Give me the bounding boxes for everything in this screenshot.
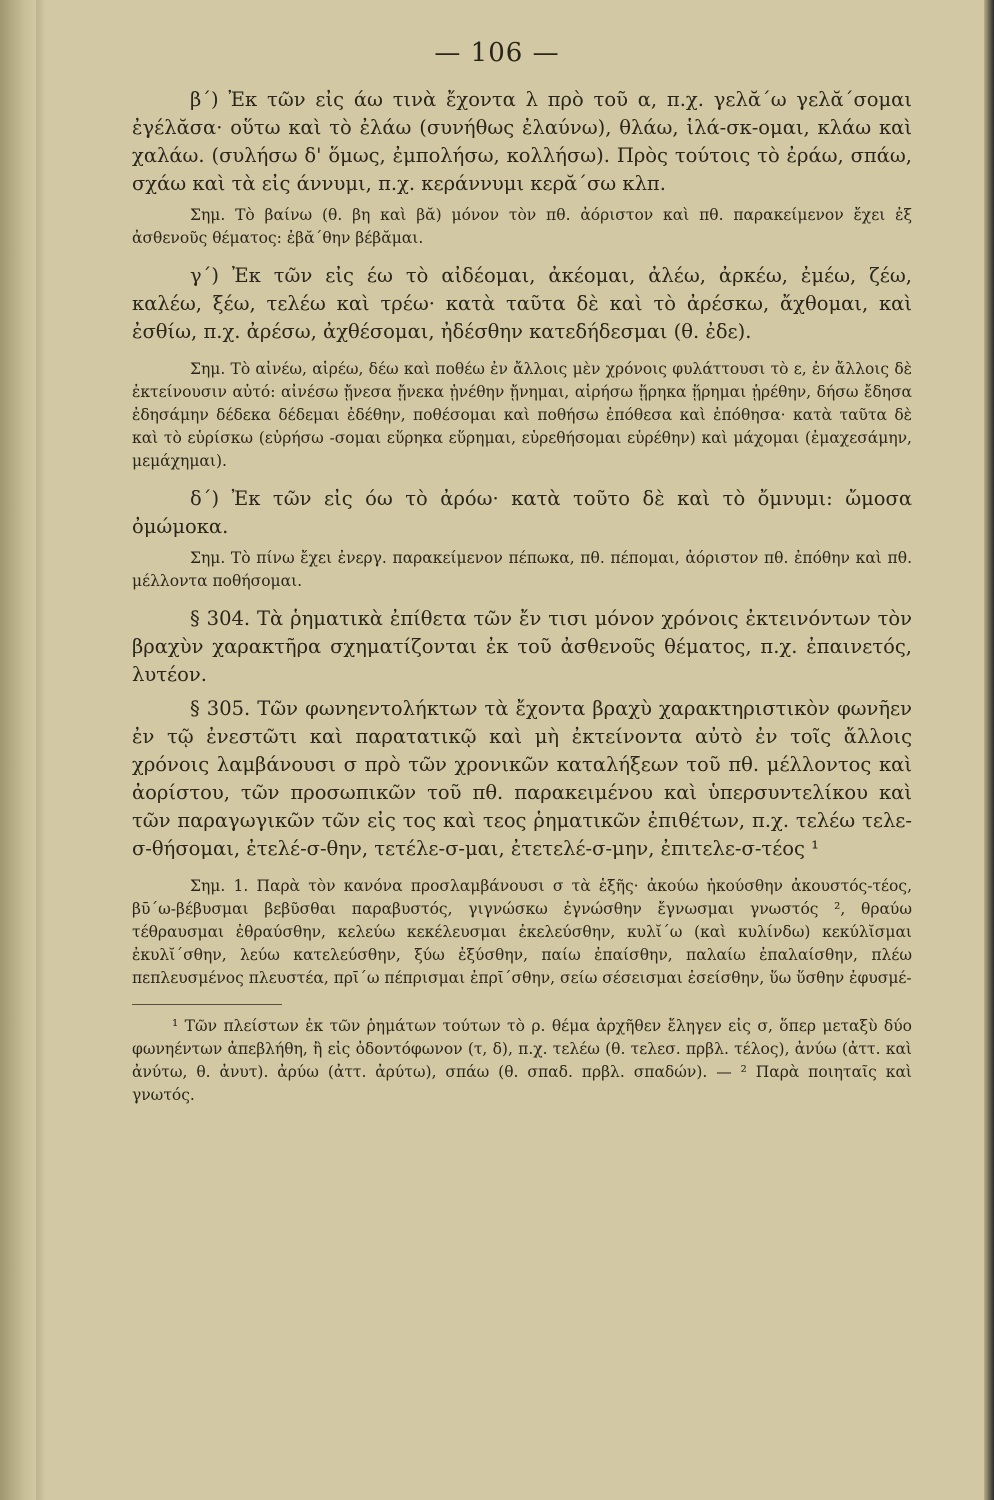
page-right-edge — [984, 0, 994, 1500]
paragraph-delta: δ΄) Ἐκ τῶν εἰς όω τὸ ἀρόω· κατὰ τοῦτο δὲ καὶ τὸ ὄμνυμι: ὤμοσα ὀμώμοκα. — [132, 487, 912, 538]
paragraph-beta: β΄) Ἐκ τῶν εἰς άω τινὰ ἔχοντα λ πρὸ τοῦ α, π.χ. γελᾰ΄ω γελᾰ΄σομαι ἐγέλᾰσα· οὕτω καὶ τὸ ἐλάω (συνήθως ἐλαύνω), θλάω, ἱλά-σκ-ομαι, κλάω καὶ χαλάω. (συλήσω δ' ὅμως, ἐμπολήσω, κολλήσω). Πρὸς τούτοις τὸ ἐράω, σπάω, σχάω καὶ τὰ εἰς άννυμι, π.χ. κεράννυμι κερᾰ΄σω κλπ. — [132, 88, 912, 195]
footnote-divider — [132, 1004, 282, 1005]
page-body — [132, 86, 912, 1107]
page-number: — 106 — — [434, 38, 560, 68]
section-304: § 304. Τὰ ῥηματικὰ ἐπίθετα τῶν ἔν τισι μόνον χρόνοις ἐκτεινόντων τὸν βραχὺν χαρακτῆρα σχηματίζονται ἐκ τοῦ ἀσθενοῦς θέματος, π.χ. ἐπαινετός, λυτέον. — [132, 607, 912, 686]
note-bainw: Σημ. Τὸ βαίνω (θ. βη καὶ βᾰ) μόνον τὸν πθ. ἀόριστον καὶ πθ. παρακείμενον ἔχει ἐξ ἀσθενοῦς θέματος: ἐβᾰ΄θην βέβᾰμαι. — [132, 206, 912, 247]
section-305: § 305. Τῶν φωνηεντολήκτων τὰ ἔχοντα βραχὺ χαρακτηριστικὸν φωνῆεν ἐν τῷ ἐνεστῶτι καὶ παρατατικῷ καὶ μὴ ἐκτείνοντα αὐτὸ ἐν τοῖς ἄλλοις χρόνοις λαμβάνουσι σ πρὸ τῶν χρονικῶν καταλήξεων τοῦ πθ. μέλλοντος καὶ ἀορίστου, τῶν προσωπικῶν τοῦ πθ. παρακειμένου καὶ ὑπερσυντελίκου καὶ τῶν παραγωγικῶν τῶν εἰς τος καὶ τεος ῥηματικῶν ἐπιθέτων, π.χ. τελέω τελε-σ-θήσομαι, ἐτελέ-σ-θην, τετέλε-σ-μαι, ἐτετελέ-σ-μην, ἐπιτελε-σ-τέος ¹ — [132, 697, 912, 860]
page-left-edge — [0, 0, 36, 1500]
page-fold-shadow — [36, 0, 46, 1500]
paragraph-gamma: γ΄) Ἐκ τῶν εἰς έω τὸ αἰδέομαι, ἀκέομαι, ἀλέω, ἀρκέω, ἐμέω, ζέω, καλέω, ξέω, τελέω καὶ τρέω· κατὰ ταῦτα δὲ καὶ τὸ ἀρέσκω, ἄχθομαι, καὶ ἐσθίω, π.χ. ἀρέσω, ἀχθέσομαι, ἠδέσθην κατεδήδεσμαι (θ. ἐδε). — [132, 264, 912, 343]
note-305-1: Σημ. 1. Παρὰ τὸν κανόνα προσλαμβάνουσι σ τὰ ἑξῆς· ἀκούω ἠκούσθην ἀκουστός-τέος, βῡ΄ω-βέβυσμαι βεβῦσθαι παραβυστός, γιγνώσκω ἐγνώσθην ἔγνωσμαι γνωστός ², θραύω τέθραυσμαι ἐθραύσθην, κελεύω κεκέλευσμαι ἐκελεύσθην, κυλῐ΄ω (καὶ κυλίνδω) κεκύλῐσμαι ἐκυλῐ΄σθην, λεύω κατελεύσθην, ξύω ἐξύσθην, παίω ἐπαίσθην, παλαίω ἐπαλαίσθην, πλέω πεπλευσμένος πλευστέα, πρῑ΄ω πέπρισμαι ἐπρῑ΄σθην, σείω σέσεισμαι ἐσείσθην, ὕω ὕσθην ἐφυσμέ- — [132, 877, 912, 987]
note-pinw: Σημ. Τὸ πίνω ἔχει ἐνεργ. παρακείμενον πέπωκα, πθ. πέπομαι, ἀόριστον πθ. ἐπόθην καὶ πθ. μέλλοντα ποθήσομαι. — [132, 549, 912, 590]
note-ainew: Σημ. Τὸ αἰνέω, αἱρέω, δέω καὶ ποθέω ἐν ἄλλοις μὲν χρόνοις φυλάττουσι τὸ ε, ἐν ἄλλοις δὲ ἐκτείνουσιν αὐτό: αἰνέσω ᾔνεσα ᾔνεκα ᾐνέθην ᾔνημαι, αἱρήσω ᾕρηκα ᾕρημαι ᾑρέθην, δήσω ἔδησα ἐδησάμην δέδεκα δέδεμαι ἐδέθην, ποθέσομαι καὶ ποθήσω ἐπόθεσα καὶ ἐπόθησα· κατὰ ταῦτα δὲ καὶ τὸ εὑρίσκω (εὑρήσω -σομαι εὕρηκα εὕρημαι, εὑρεθήσομαι εὑρέθην) καὶ μάχομαι (ἐμαχεσάμην, μεμάχημαι). — [132, 360, 912, 470]
footnote: ¹ Τῶν πλείστων ἐκ τῶν ῥημάτων τούτων τὸ ρ. θέμα ἀρχῆθεν ἔληγεν εἰς σ, ὅπερ μεταξὺ δύο φωνηέντων ἀπεβλήθη, ἢ εἰς ὀδοντόφωνον (τ, δ), π.χ. τελέω (θ. τελεσ. πρβλ. τέλος), ἀνύω (ἀττ. καὶ ἀνύτω, θ. ἀνυτ). ἀρύω (ἀττ. ἀρύτω), σπάω (θ. σπαδ. πρβλ. σπαδών). — ² Παρὰ ποιηταῖς καὶ γνωτός. — [132, 1017, 912, 1104]
